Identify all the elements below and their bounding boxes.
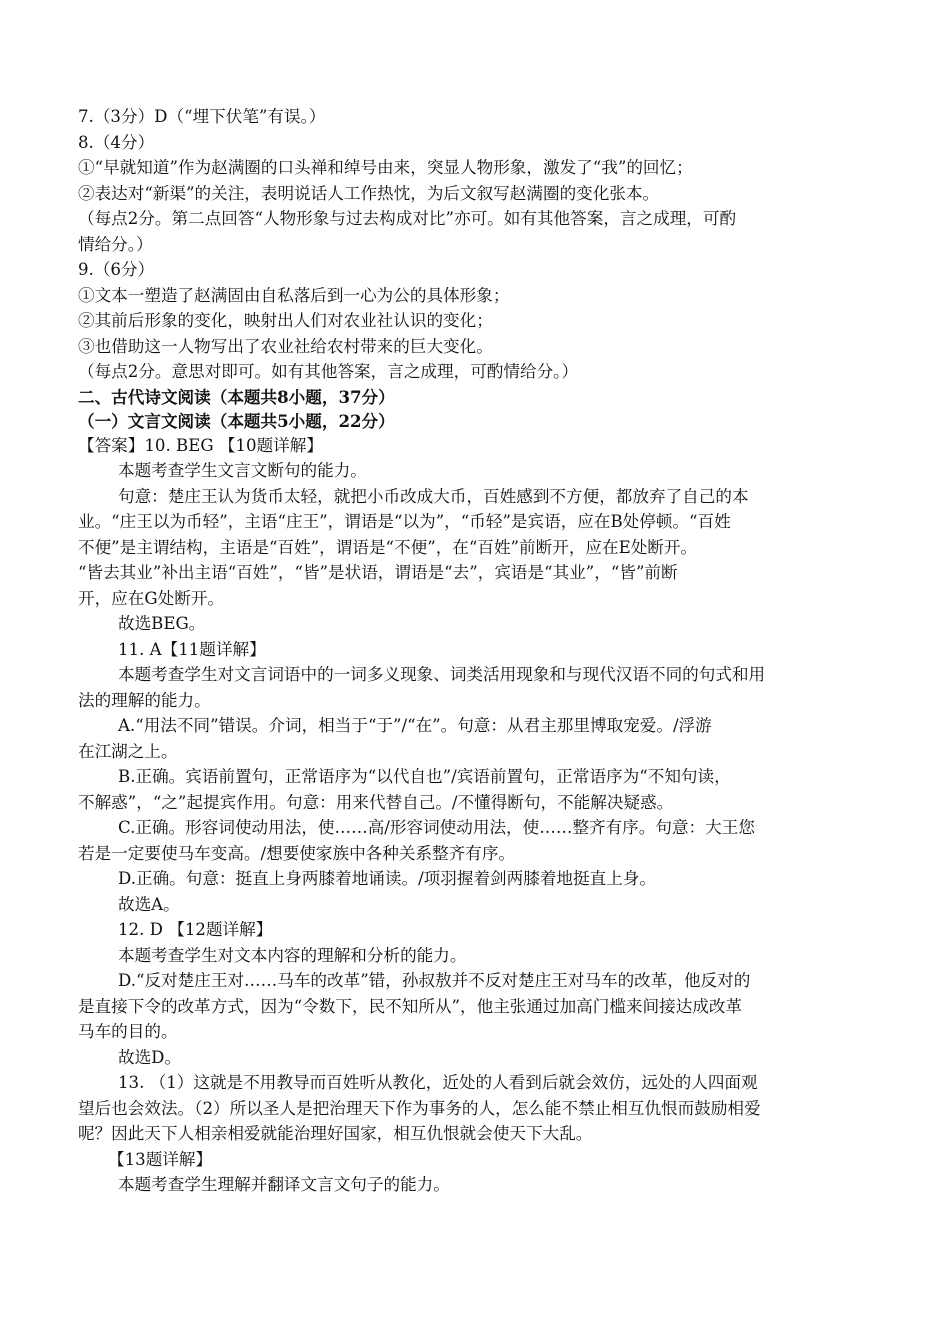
section-heading: 二、古代诗文阅读（本题共8小题，37分） xyxy=(78,386,395,407)
text-line: ②其前后形象的变化，映射出人们对农业社认识的变化； xyxy=(78,311,493,330)
text-line: 业。“庄王以为币轻”，主语“庄王”，谓语是“以为”，“币轻”是宾语，应在B处停顿。“百姓 xyxy=(78,512,731,531)
text-line: 不便”是主谓结构，主语是“百姓”，谓语是“不便”，在“百姓”前断开，应在E处断开。 xyxy=(78,537,698,557)
text-line: （每点2分。意思对即可。如有其他答案，言之成理，可酌情给分。） xyxy=(78,362,579,381)
text-line: 【13题详解】 xyxy=(108,1149,213,1169)
text-line: 马车的目的。 xyxy=(78,1022,178,1041)
text-line: 法的理解的能力。 xyxy=(78,690,211,710)
text-line: D.“反对楚庄王对……马车的改革”错，孙叔敖并不反对楚庄王对马车的改革，他反对的 xyxy=(118,971,751,990)
text-line: 是直接下令的改革方式，因为“令数下，民不知所从”，他主张通过加高门槛来间接达成改革 xyxy=(78,996,743,1016)
text-line: ③也借助这一人物写出了农业社给农村带来的巨大变化。 xyxy=(78,336,493,356)
text-line: A.“用法不同”错误。介词，相当于“于”/“在”。句意：从君主那里博取宠爱。/浮游 xyxy=(118,716,712,735)
text-line: “皆去其业”补出主语“百姓”，“皆”是状语，谓语是“去”，宾语是“其业”，“皆”前断 xyxy=(78,563,678,582)
text-line: 在江湖之上。 xyxy=(78,741,178,761)
text-line: 故选A。 xyxy=(118,894,180,914)
document-page xyxy=(78,104,878,1198)
text-line: 故选D。 xyxy=(118,1047,182,1067)
text-line: 若是一定要使马车变高。/想要使家族中各种关系整齐有序。 xyxy=(78,843,516,863)
text-line: D.正确。句意：挺直上身两膝着地诵读。/项羽握着剑两膝着地挺直上身。 xyxy=(118,869,656,888)
text-line: 呢？因此天下人相亲相爱就能治理好国家，相互仇恨就会使天下大乱。 xyxy=(78,1124,593,1143)
text-line: ①文本一塑造了赵满固由自私落后到一心为公的具体形象； xyxy=(78,285,510,305)
answer-line: 12. D 【12题详解】 xyxy=(118,920,273,939)
text-line: 开，应在G处断开。 xyxy=(78,588,225,608)
answer-line: 【答案】10. BEG 【10题详解】 xyxy=(78,435,323,455)
text-line: ①“早就知道”作为赵满圈的口头禅和绰号由来，突显人物形象，激发了“我”的回忆； xyxy=(78,158,693,177)
text-line: C.正确。形容词使动用法，使……高/形容词使动用法，使……整齐有序。句意：大王您 xyxy=(118,818,755,837)
text-line: 故选BEG。 xyxy=(118,614,206,633)
text-line: 望后也会效法。（2）所以圣人是把治理天下作为事务的人，怎么能不禁止相互仇恨而鼓励相爱 xyxy=(78,1098,761,1118)
text-line: ②表达对“新渠”的关注，表明说话人工作热忱，为后文叙写赵满圈的变化张本。 xyxy=(78,183,660,203)
text-line: 7.（3分）D（“埋下伏笔”有误。） xyxy=(78,107,326,126)
text-line: 本题考查学生文言文断句的能力。 xyxy=(118,461,367,480)
text-line: 本题考查学生对文本内容的理解和分析的能力。 xyxy=(118,945,467,965)
text-line: 本题考查学生对文言词语中的一词多义现象、词类活用现象和与现代汉语不同的句式和用 xyxy=(118,665,766,684)
text-line: 9.（6分） xyxy=(78,260,155,279)
text-line: 句意：楚庄王认为货币太轻，就把小币改成大币，百姓感到不方便，都放弃了自己的本 xyxy=(118,486,749,506)
text-line: 不解惑”，“之”起提宾作用。句意：用来代替自己。/不懂得断句，不能解决疑惑。 xyxy=(78,792,674,812)
subsection-heading: （一）文言文阅读（本题共5小题，22分） xyxy=(78,410,395,431)
text-line: 情给分。） xyxy=(78,234,153,254)
text-line: （每点2分。第二点回答“人物形象与过去构成对比”亦可。如有其他答案，言之成理，可酌 xyxy=(78,209,737,228)
answer-line: 11. A【11题详解】 xyxy=(118,639,266,659)
text-line: 8.（4分） xyxy=(78,132,155,152)
text-line: B.正确。宾语前置句，正常语序为“以代自也”/宾语前置句，正常语序为“不知句读， xyxy=(118,767,731,786)
text-line: 本题考查学生理解并翻译文言文句子的能力。 xyxy=(118,1175,450,1194)
answer-line: 13. （1）这就是不用教导而百姓听从教化，近处的人看到后就会效仿，远处的人四面观 xyxy=(118,1073,758,1092)
